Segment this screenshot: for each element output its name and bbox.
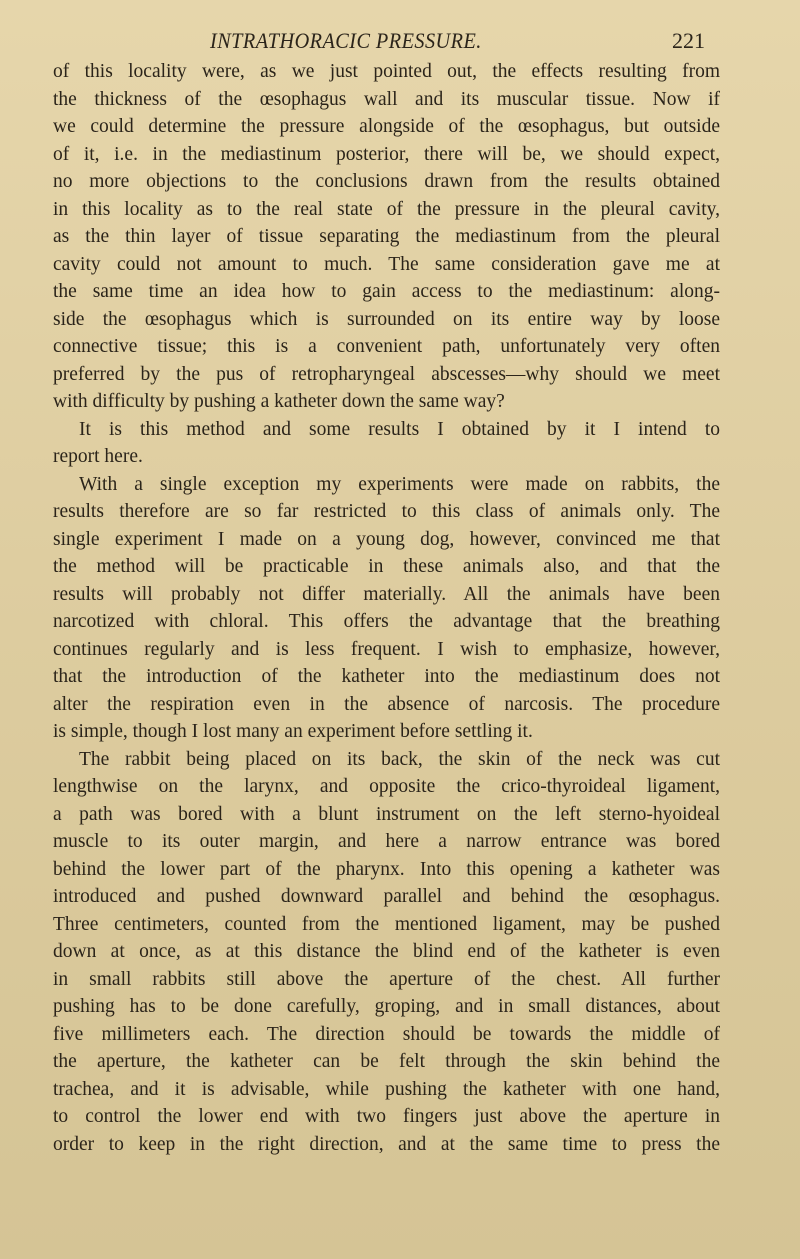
text-line: a path was bored with a blunt instrument on the left sterno-hyoideal — [53, 803, 720, 825]
text-line: that the introduction of the katheter into the mediastinum does not — [53, 666, 720, 687]
text-line: behind the lower part of the pharynx. Into this opening a katheter was — [53, 858, 720, 880]
text-line: The rabbit being placed on its back, the skin of the neck was cut — [79, 748, 720, 770]
text-line: connective tissue; this is a convenient path, unfortunately very often — [53, 336, 720, 357]
text-line: down at once, as at this distance the blind end of the katheter is even — [53, 941, 720, 962]
text-line: the method will be practicable in these animals also, and that the — [53, 556, 720, 577]
text-line: introduced and pushed downward parallel and behind the œsophagus. — [53, 886, 720, 907]
text-line: preferred by the pus of retropharyngeal abscesses—why should we meet — [53, 363, 720, 385]
text-line: alter the respiration even in the absence of narcosis. The procedure — [53, 693, 720, 715]
text-line: in small rabbits still above the aperture of the chest. All further — [53, 968, 720, 990]
text-line: It is this method and some results I obtained by it I intend to — [79, 418, 720, 440]
text-line: the same time an idea how to gain access to the mediastinum: along- — [53, 281, 720, 302]
text-line: lengthwise on the larynx, and opposite the crico-thyroideal ligament, — [53, 776, 720, 797]
text-line: side the œsophagus which is surrounded on its entire way by loose — [53, 308, 720, 330]
text-line: muscle to its outer margin, and here a narrow entrance was bored — [53, 831, 720, 852]
text-line: no more objections to the conclusions drawn from the results obtained — [53, 171, 720, 192]
text-line: to control the lower end with two fingers just above the aperture in — [53, 1106, 720, 1127]
text-line: pushing has to be done carefully, groping, and in small distances, about — [53, 996, 720, 1017]
text-line: results will probably not differ materially. All the animals have been — [53, 583, 720, 605]
text-line: order to keep in the right direction, and at the same time to press the — [53, 1133, 720, 1155]
body-text — [53, 58, 720, 1158]
text-line: the aperture, the katheter can be felt through the skin behind the — [53, 1051, 720, 1072]
text-line: with difficulty by pushing a katheter down the same way? — [53, 391, 505, 412]
text-line: narcotized with chloral. This offers the advantage that the breathing — [53, 611, 720, 632]
text-line: With a single exception my experiments were made on rabbits, the — [79, 473, 720, 495]
text-line: Three centimeters, counted from the mentioned ligament, may be pushed — [53, 913, 720, 935]
text-line: single experiment I made on a young dog, however, convinced me that — [53, 528, 720, 550]
text-line: report here. — [53, 446, 143, 467]
text-line: of this locality were, as we just pointed out, the effects resulting from — [53, 61, 720, 82]
text-line: is simple, though I lost many an experiment before settling it. — [53, 721, 533, 742]
text-line: five millimeters each. The direction should be towards the middle of — [53, 1023, 720, 1045]
text-line: as the thin layer of tissue separating the mediastinum from the pleural — [53, 226, 720, 247]
text-line: we could determine the pressure alongside of the œsophagus, but outside — [53, 116, 720, 137]
page-header — [0, 28, 800, 58]
page-number: 221 — [672, 28, 705, 53]
text-line: the thickness of the œsophagus wall and its muscular tissue. Now if — [53, 88, 720, 110]
text-line: results therefore are so far restricted to this class of animals only. The — [53, 501, 720, 522]
text-line: in this locality as to the real state of the pressure in the pleural cavity, — [53, 198, 720, 220]
text-line: trachea, and it is advisable, while pushing the katheter with one hand, — [53, 1078, 720, 1100]
running-title: INTRATHORACIC PRESSURE. — [210, 28, 482, 53]
text-line: continues regularly and is less frequent. I wish to emphasize, however, — [53, 638, 720, 660]
text-line: cavity could not amount to much. The same consideration gave me at — [53, 253, 720, 275]
text-line: of it, i.e. in the mediastinum posterior, there will be, we should expect, — [53, 143, 720, 165]
